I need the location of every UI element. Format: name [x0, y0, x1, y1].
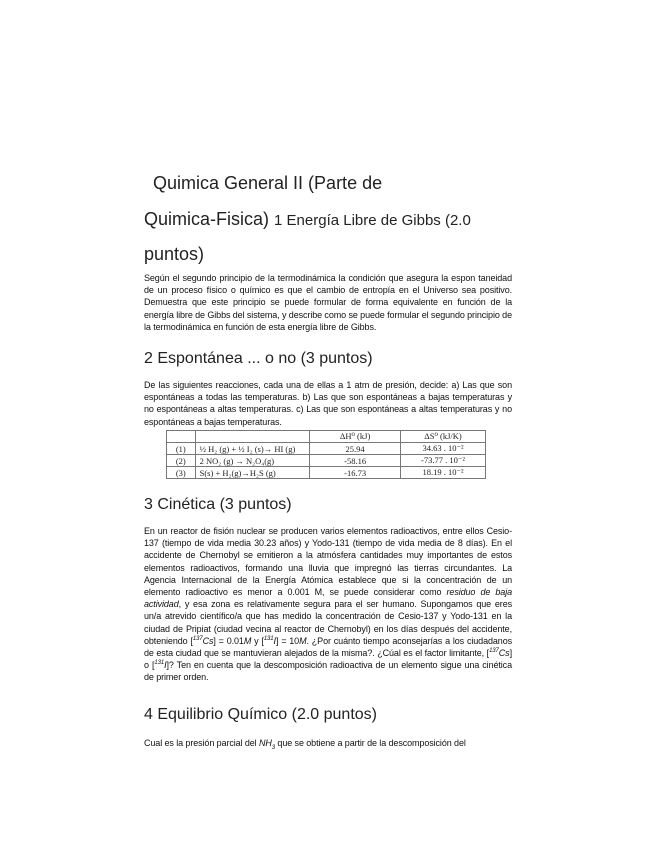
table-header-cell: ΔH⁰ (kJ) — [310, 431, 401, 443]
table-cell: 34.63 . 10⁻² — [400, 443, 485, 455]
table-header-row — [167, 431, 486, 443]
table-row — [167, 467, 486, 479]
doc-title-main: Quimica-Fisica) — [144, 209, 270, 229]
table-cell: (2) — [167, 455, 196, 467]
table-cell: 25.94 — [310, 443, 401, 455]
doc-title-line2 — [144, 210, 524, 228]
table-cell: -58.16 — [310, 455, 401, 467]
section3-heading: 3 Cinética (3 puntos) — [144, 496, 292, 513]
doc-title-line1: Quimica General II (Parte de — [153, 173, 383, 193]
table-header-cell: ΔS⁰ (kJ/K) — [400, 431, 485, 443]
table-cell: ½ H₂ (g) + ½ I₂ (s)→ HI (g) — [195, 443, 310, 455]
table-header-cell — [167, 431, 196, 443]
section2-heading: 2 Espontánea ... o no (3 puntos) — [144, 350, 373, 367]
section2-paragraph: De las siguientes reacciones, cada una de ellas a 1 atm de presión, decide: a) Las que son espontáneas a todas las temperaturas. b) Las que son espontáneas a bajas temperaturas y no espontáneas a altas temperaturas. c) Las que son espontáneas a altas temperaturas y no espontáneas a bajas temperaturas. — [144, 380, 512, 427]
table-cell: 2 NO₂ (g) → N₂O₄(g) — [195, 455, 310, 467]
table-cell: -73.77 . 10⁻² — [400, 455, 485, 467]
table-cell: S(s) + H₂(g)→H₂S (g) — [195, 467, 310, 479]
table-cell: (3) — [167, 467, 196, 479]
table-cell: -16.73 — [310, 467, 401, 479]
section1-heading: 1 Energía Libre de Gibbs (2.0 — [274, 212, 471, 229]
table-row — [167, 443, 486, 455]
table-header-cell — [195, 431, 310, 443]
table-cell: (1) — [167, 443, 196, 455]
table-cell: 18.19 . 10⁻² — [400, 467, 485, 479]
section4-paragraph: Cual es la presión parcial del $NH_3$ que se obtiene a partir de la descomposición del — [144, 738, 466, 751]
reactions-table — [166, 430, 486, 479]
section4-heading: 4 Equilibrio Químico (2.0 puntos) — [144, 706, 377, 723]
section1-paragraph: Según el segundo principio de la termodinámica la condición que asegura la espon taneidad de un proceso físico o químico es que el cambio de entropía en el Universo sea positivo. Demuestra que este principio se puede formular de forma equivalente en función de la energía libre de Gibbs del sistema, y describe como se puede formular el segundo principio de la termodinámica en función de esta energía libre de Gibbs. — [144, 273, 512, 332]
section3-paragraph: En un reactor de fisión nuclear se producen varios elementos radioactivos, entre ellos Cesio-137 (tiempo de vida media 30.23 años) y Yodo-131 (tiempo de vida media de 8 días). En el accidente de Chernobyl se emitieron a la atmósfera cantidades muy importantes de estos elementos radioactivos, formando una lluvia que impregnó las tierras circundantes. La Agencia Internacional de la Energía Atómica establece que si la concentración de un elemento radioactivo es menor a 0.001 M, se puede considerar como residuo de baja actividad, y esa zona es relativamente segura para el ser humano. Supongamos que eres un/a atrevido científico/a que has medido la concentración de Cesio-137 y Yodo-131 en la ciudad de Pripiat (ciudad vecina al reactor de Chernobyl) en los días después del accidente, obteniendo [$^{137}$Cs] = 0.01M y [$^{131}$I] = 10M. ¿Por cuánto tiempo aconsejarías a los ciudadanos de esta ciudad que se mantuvieran alejados de la misma?. ¿Cúal es el factor limitante, [$^{137}$Cs] o [$^{131}$I]? Ten en cuenta que la descomposición radioactiva de un elemento sigue una cinética de primer orden. — [144, 526, 513, 683]
table-row — [167, 455, 486, 467]
doc-title-line3: puntos) — [144, 244, 205, 264]
